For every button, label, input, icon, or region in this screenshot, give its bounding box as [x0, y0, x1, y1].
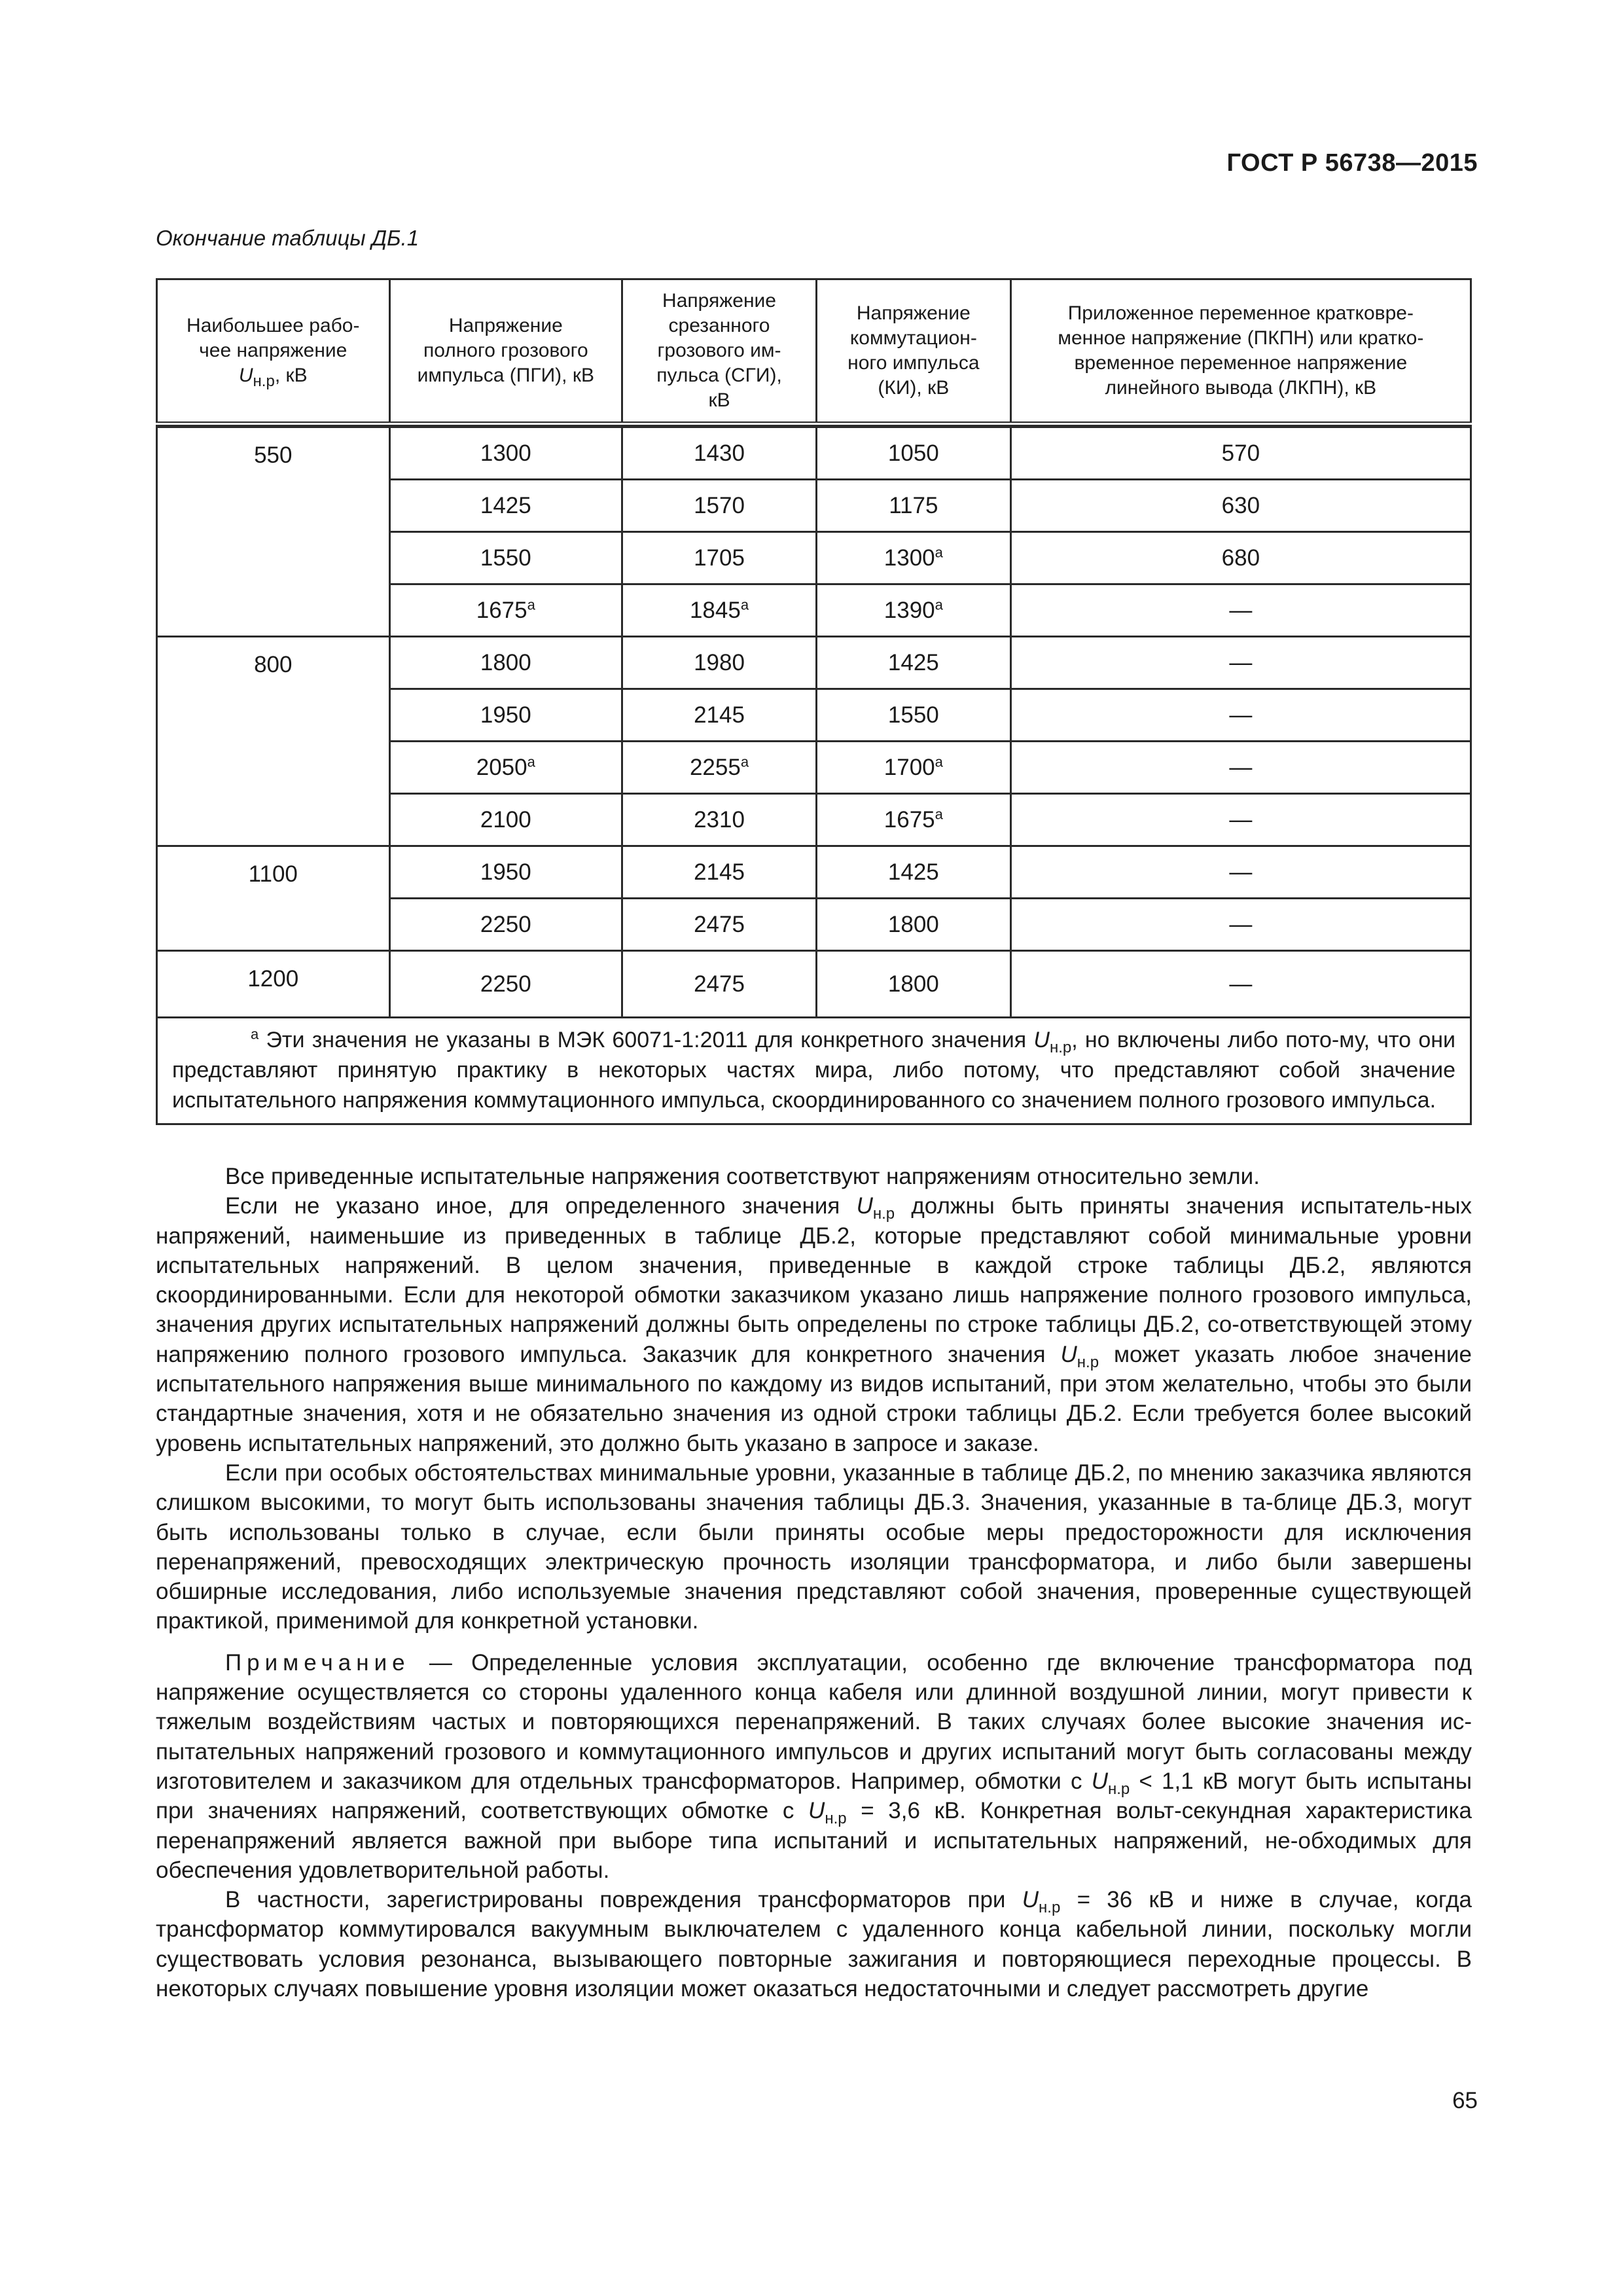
- pgi-cell-value: 2250: [480, 971, 531, 997]
- pkpn-cell: [1010, 584, 1471, 637]
- paragraph-2-part-c: может указать любое значение испытательного напряжения выше минимального по каждому из видов испытаний, при этом желательно, чтобы это были стандартные значения, хотя и не обязательно значения из одной строки таблицы ДБ.2. Если требуется более высокий уровень испытательных напряжений, это должно быть указано в запросе и заказе.: [156, 1341, 1472, 1456]
- footnote-text-1: Эти значения не указаны в МЭК 60071-1:2011 для конкретного значения: [259, 1028, 1034, 1052]
- pgi-cell-value: 2250: [480, 911, 531, 937]
- table-row: [157, 637, 1471, 689]
- pkpn-cell: [1010, 742, 1471, 794]
- header-sgi: Напряжение срезанного грозового им-пульса (СГИ), кВ: [622, 279, 817, 424]
- pgi-cell: [389, 584, 622, 637]
- sgi-cell: [622, 794, 817, 846]
- u-symbol: U: [1060, 1341, 1077, 1367]
- u-symbol: U: [1022, 1887, 1039, 1913]
- footnote-u-symbol: U: [1033, 1028, 1050, 1052]
- footnote-mark: а: [251, 1026, 259, 1043]
- max-voltage-cell: 1100: [157, 846, 390, 951]
- note-part-a: — Определенные условия эксплуатации, особенно где включение трансформатора под напряжение осуществляется со стороны удаленного конца кабеля или длинной воздушной линии, могут привести к тяжелым воздействиям частых и повторяющихся перенапряжений. В таких случаях более высокие значения ис-пытательных напряжений грозового и коммутационного импульсов и других испытаний могут быть согласованы между изготовителем и заказчиком для отдельных трансформаторов. Например, обмотки с: [156, 1649, 1472, 1794]
- u-symbol: U: [856, 1193, 873, 1219]
- table-row: [157, 846, 1471, 899]
- sgi-cell-value: 1845: [689, 597, 741, 623]
- u-symbol: U: [808, 1798, 825, 1824]
- footnote-ref: а: [740, 596, 749, 613]
- pkpn-cell: [1010, 794, 1471, 846]
- sgi-cell-value: 1705: [694, 545, 745, 571]
- sgi-cell-value: 1570: [694, 492, 745, 518]
- ki-cell: [816, 637, 1010, 689]
- pkpn-cell: [1010, 480, 1471, 532]
- ki-cell: [816, 742, 1010, 794]
- footnote-row: [157, 1018, 1471, 1124]
- footnote-ref: а: [527, 596, 535, 613]
- sgi-cell: [622, 689, 817, 742]
- pkpn-cell-value: 570: [1221, 440, 1260, 466]
- paragraph-5-part-a: В частности, зарегистрированы повреждения трансформаторов при: [225, 1887, 1022, 1913]
- ki-cell: [816, 846, 1010, 899]
- ki-cell-value: 1700: [883, 754, 935, 780]
- sgi-cell: [622, 742, 817, 794]
- header-unit: , кВ: [274, 365, 308, 386]
- sgi-cell: [622, 427, 817, 480]
- footnote-ref: а: [740, 753, 749, 770]
- pgi-cell-value: 1950: [480, 702, 531, 728]
- table-row: [157, 427, 1471, 480]
- ki-cell-value: 1550: [887, 702, 939, 728]
- voltage-table: [156, 278, 1472, 1125]
- ki-cell-value: 1425: [887, 649, 939, 675]
- sgi-cell-value: 2145: [694, 859, 745, 885]
- sgi-cell: [622, 846, 817, 899]
- paragraph-5-part-b: = 36 кВ и ниже в случае, когда трансформатор коммутировался вакуумным выключателем с удаленного конца кабельной линии, поскольку могли существовать условия резонанса, вызывающего повторные зажигания и повторяющиеся переходные процессы. В некоторых случаях повышение уровня изоляции может оказаться недостаточными и следует рассмотреть другие: [156, 1887, 1472, 2002]
- pkpn-cell-value: —: [1229, 702, 1253, 728]
- sgi-cell: [622, 951, 817, 1018]
- table-caption: Окончание таблицы ДБ.1: [156, 226, 419, 250]
- sgi-cell-value: 2475: [694, 971, 745, 997]
- u-subscript: н.р: [1107, 1780, 1130, 1798]
- table-body: [157, 427, 1471, 1018]
- paragraph-2-part-a: Если не указано иное, для определенного значения: [225, 1193, 857, 1219]
- ki-cell-value: 1175: [889, 492, 938, 518]
- pgi-cell-value: 1550: [480, 545, 531, 571]
- max-voltage-cell: 800: [157, 637, 390, 846]
- note-label: Примечание: [225, 1649, 410, 1676]
- pgi-cell-value: 2050: [476, 754, 527, 780]
- ki-cell-value: 1800: [887, 911, 939, 937]
- sgi-cell-value: 1430: [694, 440, 745, 466]
- sgi-cell: [622, 532, 817, 584]
- ki-cell-value: 1390: [883, 597, 935, 623]
- pkpn-cell: [1010, 951, 1471, 1018]
- footnote-u-subscript: н.р: [1049, 1038, 1072, 1056]
- sgi-cell-value: 1980: [694, 649, 745, 675]
- note-part-c: = 3,6 кВ. Конкретная вольт-секундная характеристика перенапряжений является важной при выборе типа испытаний и испытательных напряжений, не-обходимых для обеспечения удовлетворительной работы.: [156, 1798, 1472, 1883]
- pgi-cell: [389, 899, 622, 951]
- sgi-cell-value: 2145: [694, 702, 745, 728]
- footnote-ref: а: [527, 753, 535, 770]
- ki-cell: [816, 584, 1010, 637]
- ki-cell: [816, 689, 1010, 742]
- note-part-b: < 1,1 кВ могут быть испытаны при значениях напряжений, соответствующих обмотке с: [156, 1768, 1472, 1824]
- header-max-voltage: [157, 279, 390, 424]
- sgi-cell-value: 2310: [694, 806, 745, 833]
- pkpn-cell: [1010, 899, 1471, 951]
- pkpn-cell-value: 630: [1221, 492, 1260, 518]
- body-text: [156, 1162, 1472, 2003]
- ki-cell: [816, 480, 1010, 532]
- pkpn-cell-value: —: [1229, 754, 1253, 780]
- u-symbol: U: [1091, 1768, 1108, 1794]
- pkpn-cell: [1010, 637, 1471, 689]
- pgi-cell-value: 1950: [480, 859, 531, 885]
- pkpn-cell-value: —: [1229, 911, 1253, 937]
- sgi-cell: [622, 899, 817, 951]
- u-subscript: н.р: [1039, 1899, 1061, 1917]
- pgi-cell: [389, 742, 622, 794]
- pkpn-cell-value: —: [1229, 806, 1253, 833]
- footnote-ref: а: [935, 543, 943, 560]
- ki-cell: [816, 951, 1010, 1018]
- footnote-ref: а: [935, 753, 943, 770]
- pkpn-cell-value: —: [1229, 649, 1253, 675]
- pkpn-cell: [1010, 427, 1471, 480]
- ki-cell-value: 1050: [887, 440, 939, 466]
- ki-cell-value: 1675: [883, 806, 935, 833]
- pgi-cell-value: 1300: [480, 440, 531, 466]
- paragraph-1: Все приведенные испытательные напряжения соответствуют напряжениям относительно земли.: [225, 1164, 1260, 1189]
- footnote-ref: а: [935, 596, 943, 613]
- u-subscript: н.р: [1077, 1353, 1099, 1371]
- pgi-cell: [389, 637, 622, 689]
- u-subscript: н.р: [825, 1810, 847, 1828]
- paragraph-5: [156, 1885, 1472, 2003]
- table-row: [157, 951, 1471, 1018]
- u-subscript: н.р: [872, 1205, 895, 1223]
- pgi-cell-value: 1425: [480, 492, 531, 518]
- note-paragraph: [156, 1648, 1472, 1885]
- max-voltage-cell: 1200: [157, 951, 390, 1018]
- footnote-ref: а: [935, 805, 943, 822]
- max-voltage-cell: 550: [157, 427, 390, 637]
- paragraph-2: [156, 1191, 1472, 1458]
- pgi-cell: [389, 951, 622, 1018]
- ki-cell-value: 1425: [887, 859, 939, 885]
- header-u-symbol: U: [238, 365, 253, 386]
- paragraph-2-part-b: должны быть приняты значения испытатель-ных напряжений, наименьшие из приведенных в таблице ДБ.2, которые представляют собой минимальные уровни испытательных напряжений. В целом значения, приведенные в каждой строке таблицы ДБ.2, являются скоординированными. Если для некоторой обмотки заказчиком указано лишь напряжение полного грозового импульса, значения других испытательных напряжений должны быть определены по строке таблицы ДБ.2, со-ответствующей этому напряжению полного грозового импульса. Заказчик для конкретного значения: [156, 1193, 1472, 1367]
- pkpn-cell-value: —: [1229, 971, 1253, 997]
- pgi-cell: [389, 794, 622, 846]
- header-pkpn: Приложенное переменное кратковре-менное напряжение (ПКПН) или кратко-временное переменное напряжение линейного вывода (ЛКПН), кВ: [1010, 279, 1471, 424]
- pgi-cell-value: 2100: [480, 806, 531, 833]
- sgi-cell-value: 2255: [689, 754, 741, 780]
- header-ki: Напряжение коммутацион-ного импульса (КИ), кВ: [816, 279, 1010, 424]
- pgi-cell: [389, 480, 622, 532]
- paragraph-3: Если при особых обстоятельствах минимальные уровни, указанные в таблице ДБ.2, по мнению заказчика являются слишком высокими, то могут быть использованы значения таблицы ДБ.3. Значения, указанные в та-блице ДБ.3, могут быть использованы только в случае, если были приняты особые меры предосторожности для исключения перенапряжений, превосходящих электрическую прочность изоляции трансформатора, и либо были завершены обширные исследования, либо используемые значения представляют собой значения, проверенные существующей практикой, применимой для конкретной установки.: [156, 1460, 1472, 1634]
- table-footnote: [157, 1018, 1471, 1124]
- pgi-cell-value: 1800: [480, 649, 531, 675]
- sgi-cell: [622, 637, 817, 689]
- footnote-text-2: , но включены либо пото-му, что они представляют принятую практику в некоторых частях мира, либо потому, что представляют собой значение испытательного напряжения коммутационного импульса, скоординированного со значением полного грозового импульса.: [172, 1028, 1456, 1113]
- pkpn-cell: [1010, 846, 1471, 899]
- pkpn-cell-value: —: [1229, 597, 1253, 623]
- header-pgi: Напряжение полного грозового импульса (ПГИ), кВ: [389, 279, 622, 424]
- ki-cell: [816, 899, 1010, 951]
- ki-cell: [816, 532, 1010, 584]
- pkpn-cell: [1010, 689, 1471, 742]
- ki-cell-value: 1800: [887, 971, 939, 997]
- pkpn-cell-value: 680: [1221, 545, 1260, 571]
- ki-cell: [816, 794, 1010, 846]
- header-max-voltage-text: Наибольшее рабо-чее напряжение: [187, 315, 360, 361]
- sgi-cell: [622, 584, 817, 637]
- pkpn-cell-value: —: [1229, 859, 1253, 885]
- pgi-cell: [389, 427, 622, 480]
- pkpn-cell: [1010, 532, 1471, 584]
- standard-header: ГОСТ Р 56738—2015: [1226, 149, 1478, 177]
- pgi-cell-value: 1675: [476, 597, 527, 623]
- header-u-subscript: н.р: [253, 372, 275, 390]
- pgi-cell: [389, 532, 622, 584]
- page-number: 65: [1452, 2088, 1478, 2113]
- table-header-row: [157, 279, 1471, 424]
- sgi-cell-value: 2475: [694, 911, 745, 937]
- ki-cell-value: 1300: [883, 545, 935, 571]
- ki-cell: [816, 427, 1010, 480]
- pgi-cell: [389, 689, 622, 742]
- pgi-cell: [389, 846, 622, 899]
- sgi-cell: [622, 480, 817, 532]
